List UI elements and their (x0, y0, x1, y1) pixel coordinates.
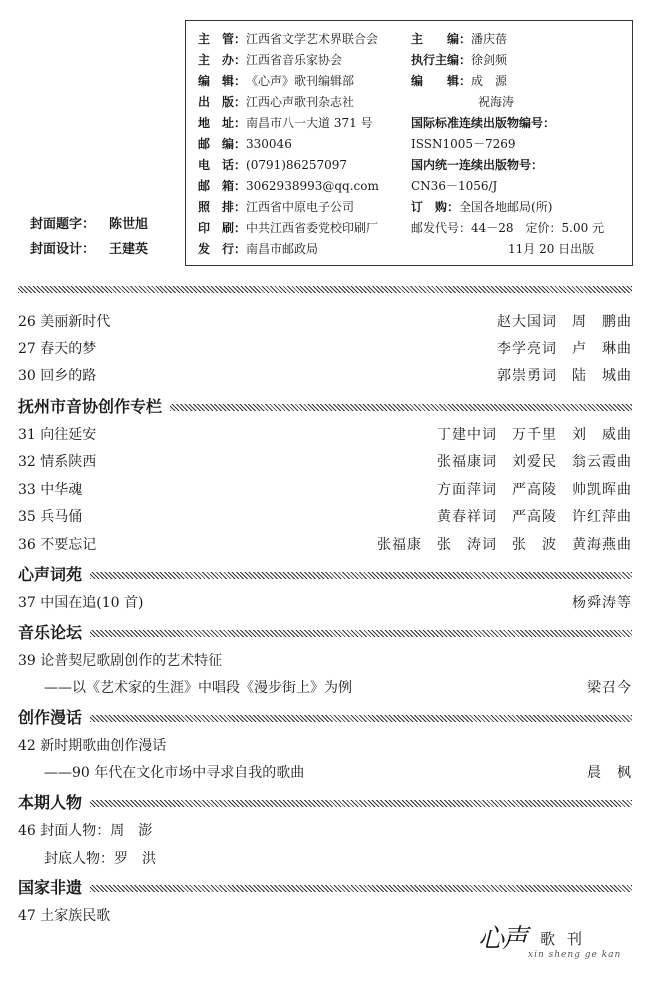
cover-title-label: 封面题字： (30, 217, 96, 232)
cover-title-credit (30, 213, 148, 232)
toc-title: 30 回乡的路 (18, 368, 97, 384)
toc-entry[interactable] (18, 309, 632, 335)
exec-editor-name: 徐剑频 (471, 53, 508, 67)
editors-label: 编 辑： (411, 74, 472, 88)
masthead-label: 主 办： (198, 53, 247, 67)
toc-authors: 赵大国词 周 鹏曲 (497, 314, 632, 330)
toc-authors: 晨 枫 (587, 765, 632, 781)
toc-entry[interactable] (18, 449, 632, 475)
chief-editor-name: 潘庆蓓 (471, 32, 508, 46)
section-bar (90, 630, 632, 637)
editors-row (411, 71, 507, 91)
logo-pinyin: xin sheng ge kan (528, 950, 622, 960)
toc-authors: 丁建中词 万千里 刘 威曲 (437, 427, 632, 443)
masthead-value: 330046 (246, 137, 292, 151)
toc-title: 26 美丽新时代 (18, 314, 111, 330)
postcode-price: 邮发代号：44－28 定价：5.00 元 (411, 221, 605, 235)
toc-authors: 黄春祥词 严高陵 许红萍曲 (437, 509, 632, 525)
section-bar (90, 800, 632, 807)
masthead-row-typesetting (198, 197, 354, 217)
masthead-label: 发 行： (198, 242, 247, 256)
toc-entry[interactable] (18, 760, 632, 786)
section-title: 国家非遗 (18, 875, 88, 901)
masthead-value: 南昌市邮政局 (246, 242, 319, 256)
magazine-logo (478, 910, 638, 970)
section-title: 抚州市音协创作专栏 (18, 394, 168, 420)
masthead-row-supervisor (198, 29, 378, 49)
pub-date: 11月 20 日出版 (508, 242, 595, 256)
toc-title: 33 中华魂 (18, 482, 83, 498)
toc-title: 46 封面人物：周 澎 (18, 823, 153, 839)
cn-label: 国内统一连续出版物号： (411, 158, 544, 172)
order-row (411, 197, 552, 217)
toc-entry[interactable] (18, 336, 632, 362)
masthead-label: 邮 编： (198, 137, 247, 151)
masthead-row-editing (198, 71, 354, 91)
masthead-row-publisher (198, 92, 354, 112)
order-label: 订 购： (411, 200, 460, 214)
section-bar (90, 715, 632, 722)
toc-entry[interactable] (18, 818, 632, 844)
toc-title: 39 论普契尼歌剧创作的艺术特征 (18, 653, 223, 669)
section-header (18, 394, 632, 420)
exec-editor-row (411, 50, 507, 70)
logo-title: 歌刊 (540, 930, 595, 948)
toc-title: 36 不要忘记 (18, 537, 97, 553)
toc-title: 32 情系陕西 (18, 454, 97, 470)
masthead-label: 地 址： (198, 116, 247, 130)
masthead-value: 江西心声歌刊杂志社 (246, 95, 355, 109)
masthead-value: 江西省音乐家协会 (246, 53, 343, 67)
section-bar (90, 572, 632, 579)
section-header (18, 705, 632, 731)
section-title: 心声词苑 (18, 562, 88, 588)
toc-entry[interactable] (18, 422, 632, 448)
toc-entry[interactable] (18, 590, 632, 616)
toc-title: 42 新时期歌曲创作漫话 (18, 738, 167, 754)
toc-authors: 杨舜涛等 (572, 595, 632, 611)
toc-authors: 梁召今 (587, 680, 632, 696)
section-header (18, 562, 632, 588)
toc-entry[interactable] (18, 477, 632, 503)
masthead-label: 邮 箱： (198, 179, 247, 193)
masthead-row-address (198, 113, 373, 133)
toc-authors: 张福康 张 涛词 张 波 黄海燕曲 (377, 537, 632, 553)
toc-subtitle: ——以《艺术家的生涯》中唱段《漫步街上》为例 (44, 680, 352, 696)
cover-design-name: 王建英 (109, 242, 149, 257)
section-title: 创作漫话 (18, 705, 88, 731)
section-bar (90, 885, 632, 892)
toc-authors: 方面萍词 严高陵 帅凯晖曲 (437, 482, 632, 498)
masthead-row-printing (198, 218, 378, 238)
masthead-value: (0791)86257097 (246, 158, 347, 172)
masthead-label: 编 辑： (198, 74, 247, 88)
section-bar (170, 404, 632, 411)
masthead-row-email (198, 176, 379, 196)
masthead-value: 中共江西省委党校印刷厂 (246, 221, 379, 235)
toc-title: 31 向往延安 (18, 427, 97, 443)
issn-label: 国际标准连续出版物编号： (411, 116, 556, 130)
masthead-label: 出 版： (198, 95, 247, 109)
masthead-label: 电 话： (198, 158, 247, 172)
masthead-box (185, 20, 633, 266)
masthead-value: 江西省文学艺术界联合会 (246, 32, 379, 46)
toc-entry[interactable] (18, 846, 632, 872)
toc-authors: 张福康词 刘爱民 翁云霞曲 (437, 454, 632, 470)
masthead-label: 照 排： (198, 200, 247, 214)
cn-value: CN36－1056/J (411, 179, 498, 193)
masthead-value: 江西省中原电子公司 (246, 200, 355, 214)
toc-entry[interactable] (18, 532, 632, 558)
editor-name: 成 源 (471, 74, 508, 88)
toc-entry[interactable] (18, 675, 632, 701)
logo-script: 心声 (478, 924, 527, 954)
masthead-label: 主 管： (198, 32, 247, 46)
masthead-row-postcode (198, 134, 292, 154)
toc-title: 27 春天的梦 (18, 341, 97, 357)
toc-authors: 郭崇勇词 陆 城曲 (497, 368, 632, 384)
masthead-value: 南昌市八一大道 371 号 (246, 116, 373, 130)
top-divider (18, 286, 632, 293)
masthead-row-phone (198, 155, 347, 175)
toc-title: 封底人物：罗 洪 (44, 851, 156, 867)
chief-editor-label: 主 编： (411, 32, 472, 46)
toc-title: 35 兵马俑 (18, 509, 83, 525)
editor-name-2: 祝海涛 (478, 95, 515, 109)
exec-editor-label: 执行主编： (411, 53, 472, 67)
section-header (18, 620, 632, 646)
section-title: 本期人物 (18, 790, 88, 816)
toc-title: 47 土家族民歌 (18, 908, 111, 924)
cover-design-label: 封面设计： (30, 242, 96, 257)
masthead-row-sponsor (198, 50, 342, 70)
toc-entry[interactable] (18, 648, 632, 674)
toc-entry[interactable] (18, 363, 632, 389)
toc-entry[interactable] (18, 504, 632, 530)
section-title: 音乐论坛 (18, 620, 88, 646)
masthead-label: 印 刷： (198, 221, 247, 235)
chief-editor-row (411, 29, 507, 49)
section-header (18, 790, 632, 816)
order-value: 全国各地邮局(所) (459, 200, 553, 214)
toc-authors: 李学亮词 卢 琳曲 (497, 341, 632, 357)
cover-design-credit (30, 238, 148, 257)
section-header (18, 875, 632, 901)
masthead-value: 3062938993@qq.com (246, 179, 379, 193)
masthead-row-distribution (198, 239, 318, 259)
issn-value: ISSN1005－7269 (411, 137, 516, 151)
cover-title-name: 陈世旭 (109, 217, 149, 232)
masthead-value: 《心声》歌刊编辑部 (246, 74, 355, 88)
toc-title: 37 中国在追(10 首) (18, 595, 144, 611)
toc-entry[interactable] (18, 733, 632, 759)
toc-subtitle: ——90 年代在文化市场中寻求自我的歌曲 (44, 765, 305, 781)
